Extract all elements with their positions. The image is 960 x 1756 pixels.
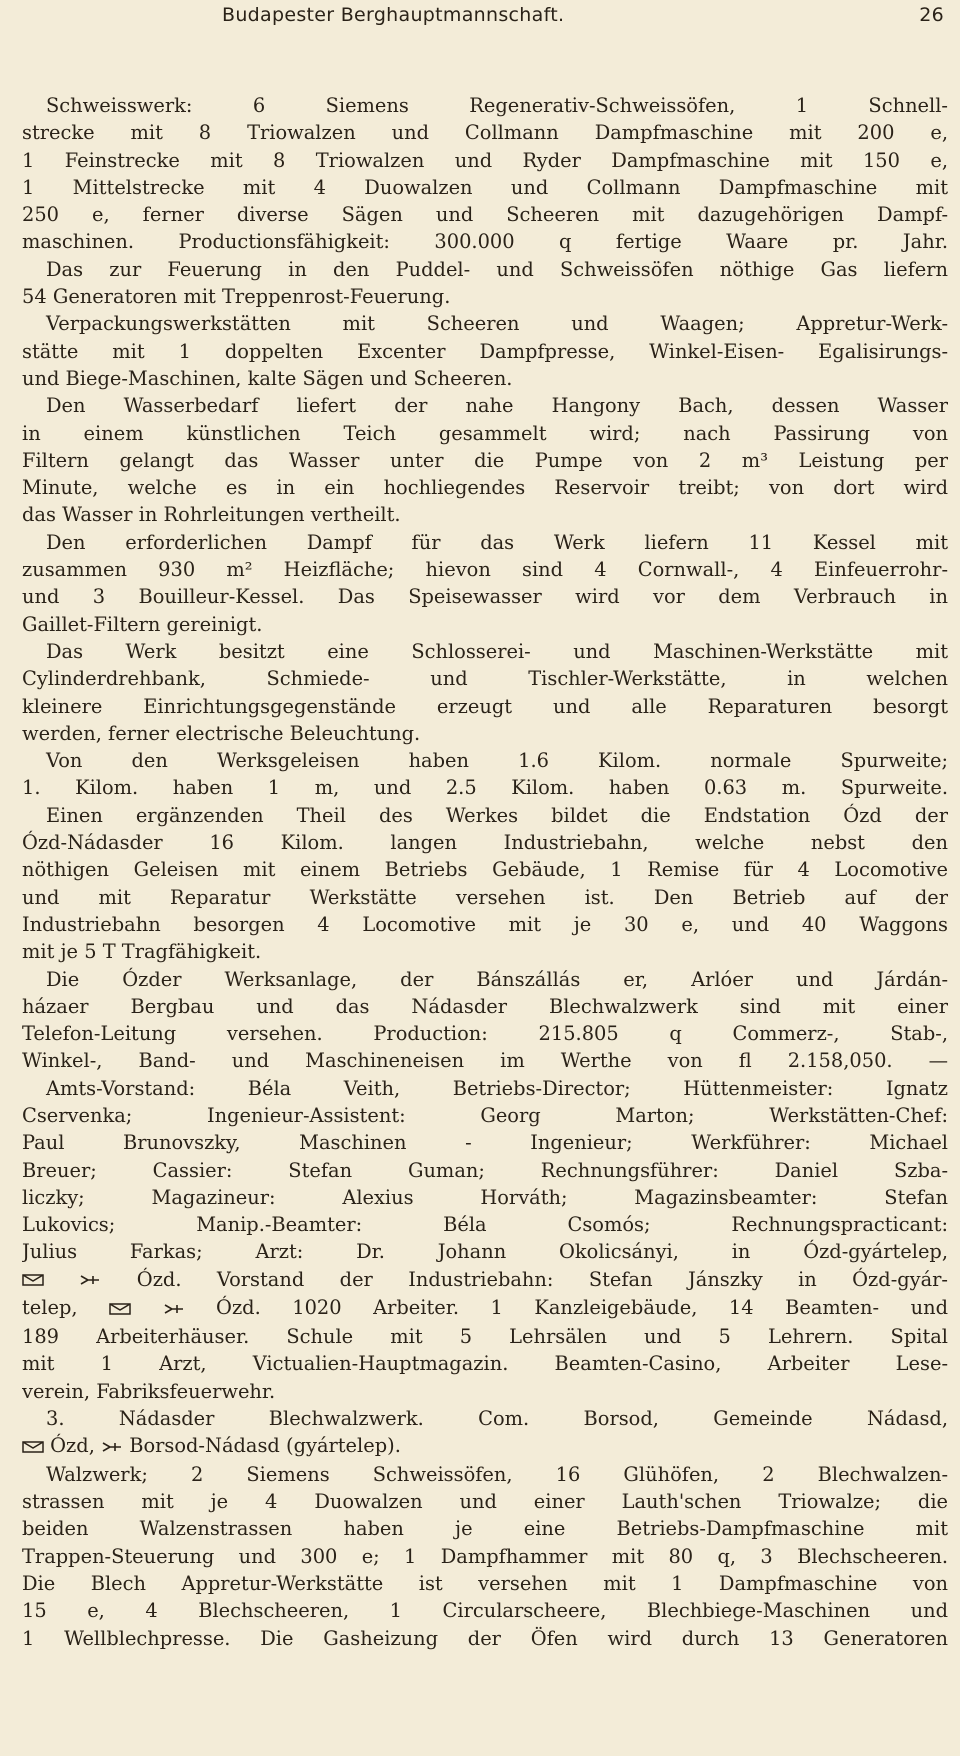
text-line: kleinere Einrichtungsgegenstände erzeugt und alle Reparaturen besorgt — [22, 694, 948, 718]
text-line: beiden Walzenstrassen haben je eine Betriebs-Dampfmaschine mit — [22, 1517, 948, 1541]
text-line: 250 e, ferner diverse Sägen und Scheeren mit dazugehörigen Dampf- — [22, 203, 948, 227]
text-line: Schweisswerk: 6 Siemens Regenerativ-Schweissöfen, 1 Schnell- — [46, 94, 948, 117]
text-line: 54 Generatoren mit Treppenrost-Feuerung. — [22, 285, 451, 309]
text-line: Telefon-Leitung versehen. Production: 215.805 q Commerz-, Stab-, — [22, 1022, 948, 1046]
text-line: 15 e, 4 Blechscheeren, 1 Circularscheere, Blechbiege-Maschinen und — [22, 1599, 948, 1623]
text-line: Ózd-Nádasder 16 Kilom. langen Industriebahn, welche nebst den — [22, 831, 948, 855]
text-line: Cservenka; Ingenieur-Assistent: Georg Marton; Werkstätten-Chef: — [22, 1103, 948, 1127]
post-office-icon — [22, 1434, 44, 1461]
text-line: mit je 5 T Tragfähigkeit. — [22, 940, 262, 964]
text-line: Industriebahn besorgen 4 Locomotive mit je 30 e, und 40 Waggons — [22, 912, 948, 936]
text-line: Breuer; Cassier: Stefan Guman; Rechnungsführer: Daniel Szba- — [22, 1158, 948, 1182]
text-line: 1. Kilom. haben 1 m, und 2.5 Kilom. haben 0.63 m. Spurweite. — [22, 776, 948, 800]
post-office-icon — [109, 1296, 131, 1323]
text-line: in einem künstlichen Teich gesammelt wird; nach Passirung von — [22, 421, 948, 445]
telegraph-icon — [79, 1267, 101, 1294]
text-line: Lukovics; Manip.-Beamter: Béla Csomós; Rechnungspracticant: — [22, 1213, 948, 1237]
running-header — [22, 4, 948, 34]
text-line: Trappen-Steuerung und 300 e; 1 Dampfhammer mit 80 q, 3 Blechscheeren. — [22, 1544, 948, 1568]
text-line: házaer Bergbau und das Nádasder Blechwalzwerk sind mit einer — [22, 994, 948, 1018]
text-line: stätte mit 1 doppelten Excenter Dampfpresse, Winkel-Eisen- Egalisirungs- — [22, 339, 948, 363]
text-line: Minute, welche es in ein hochliegendes Reservoir treibt; von dort wird — [22, 476, 948, 500]
text-line: das Wasser in Rohrleitungen vertheilt. — [22, 503, 401, 527]
post-office-icon — [22, 1267, 44, 1294]
text-line: Das Werk besitzt eine Schlosserei- und Maschinen-Werkstätte mit — [46, 639, 948, 663]
text-line: mit 1 Arzt, Victualien-Hauptmagazin. Beamten-Casino, Arbeiter Lese- — [22, 1352, 948, 1376]
text-line: Einen ergänzenden Theil des Werkes bildet die Endstation Ózd der — [46, 803, 948, 827]
text-line: Die Blech Appretur-Werkstätte ist versehen mit 1 Dampfmaschine von — [22, 1572, 948, 1596]
text-line: telep, Ózd. 1020 Arbeiter. 1 Kanzleigebäude, 14 Beamten- und — [22, 1294, 948, 1323]
text-line: Winkel-, Band- und Maschineneisen im Werthe von fl 2.158,050. — — [22, 1049, 948, 1073]
text-line: und mit Reparatur Werkstätte versehen ist. Den Betrieb auf der — [22, 885, 948, 909]
text-line: Walzwerk; 2 Siemens Schweissöfen, 16 Glühöfen, 2 Blechwalzen- — [46, 1462, 948, 1486]
text-line: Die Ózder Werksanlage, der Bánszállás er, Arlóer und Járdán- — [46, 967, 948, 991]
page-number: 26 — [919, 4, 944, 26]
text-line: zusammen 930 m² Heizfläche; hievon sind 4 Cornwall-, 4 Einfeuerrohr- — [22, 558, 948, 582]
text-line: 3. Nádasder Blechwalzwerk. Com. Borsod, Gemeinde Nádasd, — [46, 1406, 948, 1430]
text-line: 189 Arbeiterhäuser. Schule mit 5 Lehrsälen und 5 Lehrern. Spital — [22, 1325, 948, 1349]
header-title: Budapester Berghauptmannschaft. — [222, 4, 565, 26]
text-line: Von den Werksgeleisen haben 1.6 Kilom. normale Spurweite; — [46, 749, 948, 773]
text-line: Paul Brunovszky, Maschinen - Ingenieur; Werkführer: Michael — [22, 1131, 948, 1155]
text-line: 1 Feinstrecke mit 8 Triowalzen und Ryder Dampfmaschine mit 150 e, — [22, 148, 948, 172]
text-line: liczky; Magazineur: Alexius Horváth; Magazinsbeamter: Stefan — [22, 1185, 948, 1209]
text-line: Ózd, Borsod-Nádasd (gyártelep). — [22, 1432, 948, 1461]
text-line: Gaillet-Filtern gereinigt. — [22, 612, 263, 636]
text-line: Cylinderdrehbank, Schmiede- und Tischler-Werkstätte, in welchen — [22, 667, 948, 691]
text-line: maschinen. Productionsfähigkeit: 300.000 q fertige Waare pr. Jahr. — [22, 230, 948, 254]
text-line: verein, Fabriksfeuerwehr. — [22, 1379, 276, 1403]
text-line: und Biege-Maschinen, kalte Sägen und Scheeren. — [22, 366, 513, 390]
text-line: 1 Mittelstrecke mit 4 Duowalzen und Collmann Dampfmaschine mit — [22, 175, 948, 199]
text-line: werden, ferner electrische Beleuchtung. — [22, 721, 421, 745]
text-line: Verpackungswerkstätten mit Scheeren und Waagen; Appretur-Werk- — [46, 312, 948, 336]
text-line: strecke mit 8 Triowalzen und Collmann Dampfmaschine mit 200 e, — [22, 121, 948, 145]
body-text — [22, 92, 948, 1652]
text-line: Julius Farkas; Arzt: Dr. Johann Okolicsányi, in Ózd-gyártelep, — [22, 1240, 948, 1264]
text-line: Den erforderlichen Dampf für das Werk liefern 11 Kessel mit — [46, 530, 948, 554]
text-line: und 3 Bouilleur-Kessel. Das Speisewasser wird vor dem Verbrauch in — [22, 585, 948, 609]
telegraph-icon — [163, 1296, 185, 1323]
text-line: Filtern gelangt das Wasser unter die Pumpe von 2 m³ Leistung per — [22, 448, 948, 472]
line-text: Ózd. Vorstand der Industriebahn: Stefan Jánszky in Ózd-gyár- — [101, 1267, 948, 1291]
text-line: Das zur Feuerung in den Puddel- und Schweissöfen nöthige Gas liefern — [46, 257, 948, 281]
text-line: 1 Wellblechpresse. Die Gasheizung der Öfen wird durch 13 Generatoren — [22, 1626, 948, 1650]
text-line — [22, 1266, 948, 1295]
text-line: Amts-Vorstand: Béla Veith, Betriebs-Director; Hüttenmeister: Ignatz — [46, 1076, 948, 1100]
text-line: nöthigen Geleisen mit einem Betriebs Gebäude, 1 Remise für 4 Locomotive — [22, 858, 948, 882]
text-line: Den Wasserbedarf liefert der nahe Hangony Bach, dessen Wasser — [46, 394, 948, 418]
telegraph-icon — [101, 1434, 123, 1461]
text-line: strassen mit je 4 Duowalzen und einer Lauth'schen Triowalze; die — [22, 1490, 948, 1514]
